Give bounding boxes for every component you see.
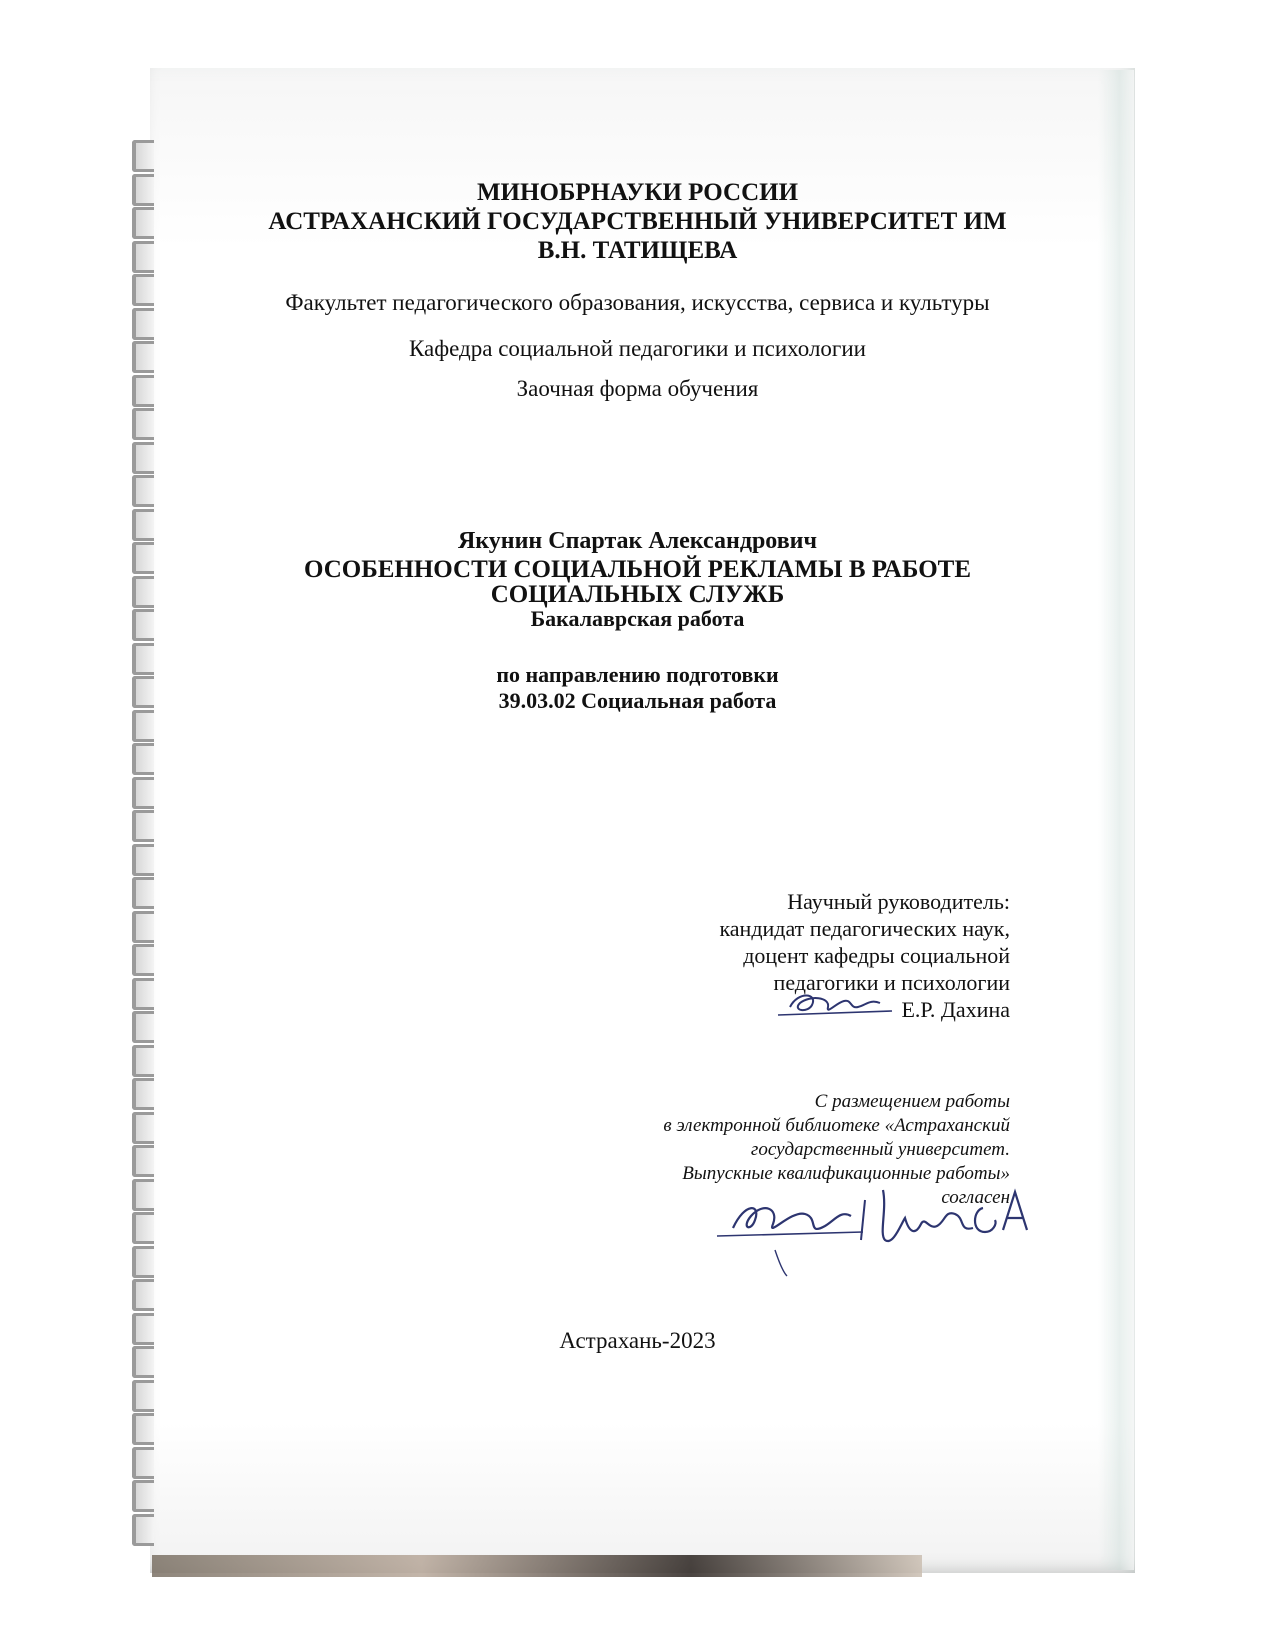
binding-ring: [132, 911, 154, 943]
consent-line4: Выпускные квалификационные работы»: [682, 1163, 1010, 1184]
binding-ring: [132, 810, 154, 842]
supervisor-label: Научный руководитель:: [787, 889, 1010, 914]
consent-line3: государственный университет.: [750, 1139, 1010, 1160]
work-title-line1: ОСОБЕННОСТИ СОЦИАЛЬНОЙ РЕКЛАМЫ В РАБОТЕ: [303, 556, 972, 583]
direction-label: по направлению подготовки: [496, 662, 779, 687]
binding-ring: [132, 442, 154, 474]
supervisor-name: Е.Р. Дахина: [901, 997, 1010, 1022]
binding-ring: [132, 978, 154, 1010]
direction-code: 39.03.02 Социальная работа: [498, 688, 777, 713]
binding-ring: [132, 140, 154, 172]
work-title-line2: СОЦИАЛЬНЫХ СЛУЖБ: [490, 581, 785, 608]
city-year: Астрахань-2023: [559, 1328, 716, 1353]
binding-ring: [132, 877, 154, 909]
desk-shadow: [152, 1555, 922, 1577]
consent-line5: согласен: [941, 1187, 1010, 1208]
binding-ring: [132, 743, 154, 775]
supervisor-position-line1: доцент кафедры социальной: [743, 943, 1010, 968]
binding-ring: [132, 1078, 154, 1110]
binding-ring: [132, 710, 154, 742]
author-name: Якунин Спартак Александрович: [457, 528, 818, 554]
binding-ring: [132, 475, 154, 507]
university-heading-line1: АСТРАХАНСКИЙ ГОСУДАРСТВЕННЫЙ УНИВЕРСИТЕТ ИМ: [268, 208, 1007, 235]
binding-ring: [132, 1246, 154, 1278]
binding-ring: [132, 1380, 154, 1412]
department: Кафедра социальной педагогики и психологии: [409, 336, 866, 361]
binding-ring: [132, 1212, 154, 1244]
binding-ring: [132, 408, 154, 440]
binding-ring: [132, 844, 154, 876]
binding-ring: [132, 1279, 154, 1311]
consent-line1: С размещением работы: [814, 1091, 1010, 1112]
ministry-heading: МИНОБРНАУКИ РОССИИ: [476, 179, 799, 206]
faculty: Факультет педагогического образования, искусства, сервиса и культуры: [285, 290, 990, 315]
binding-ring: [132, 1145, 154, 1177]
binding-ring: [132, 1179, 154, 1211]
binding-ring: [132, 1447, 154, 1479]
supervisor-position-line2: педагогики и психологии: [773, 970, 1010, 995]
binding-ring: [132, 1011, 154, 1043]
supervisor-degree: кандидат педагогических наук,: [719, 916, 1010, 941]
work-type: Бакалаврская работа: [530, 606, 745, 631]
study-form: Заочная форма обучения: [516, 376, 759, 401]
university-heading-line2: В.Н. ТАТИЩЕВА: [537, 237, 738, 264]
binding-ring: [132, 1112, 154, 1144]
binding-ring: [132, 944, 154, 976]
binding-ring: [132, 1413, 154, 1445]
author-signature: [715, 1180, 1065, 1280]
binding-ring: [132, 1480, 154, 1512]
binding-ring: [132, 1045, 154, 1077]
supervisor-signature: [770, 985, 920, 1025]
binding-ring: [132, 1514, 154, 1546]
binding-ring: [132, 777, 154, 809]
consent-line2: в электронной библиотеке «Астраханский: [663, 1115, 1010, 1136]
